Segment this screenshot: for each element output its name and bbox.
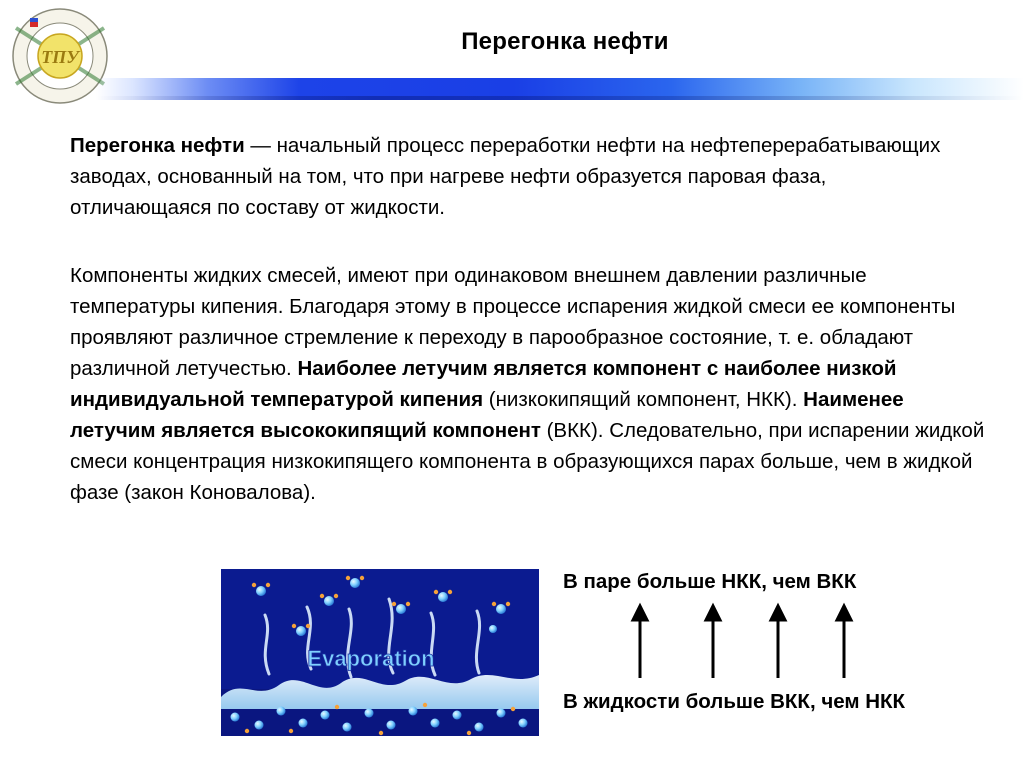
lkc-note: (низкокипящий компонент, НКК). (483, 388, 798, 411)
arrow-up-icon (837, 606, 851, 678)
least-volatile-statement: Наименее летучим является высококипящий компонент (70, 388, 904, 442)
arrow-up-icon (633, 606, 647, 678)
evaporation-illustration (221, 569, 539, 736)
vapor-caption: В паре больше НКК, чем ВКК (563, 570, 857, 593)
upward-arrows (620, 600, 880, 680)
volatility-paragraph (70, 260, 990, 508)
arrow-up-icon (706, 606, 720, 678)
definition-paragraph (70, 130, 960, 223)
liquid-caption: В жидкости больше ВКК, чем НКК (563, 690, 906, 713)
evaporation-label: Evaporation (307, 646, 435, 671)
slide-title: Перегонка нефти (461, 28, 669, 55)
volatility-intro-text: Компоненты жидких смесей, имеют при одинаковом внешнем давлении различные температуры кипения. Благодаря этому в процессе испарения жидкой смеси ее компоненты проявляют различное стремление к переходу в парообразное состояние, т. е. обладают различной летучестью. (70, 264, 956, 380)
definition-text: — начальный процесс переработки нефти на нефтеперерабатывающих заводах, основанный на том, что при нагреве нефти образуется паровая фаза, отличающаяся по составу от жидкости. (70, 134, 941, 219)
definition-term: Перегонка нефти (70, 134, 245, 157)
most-volatile-statement: Наиболее летучим является компонент с наиболее низкой индивидуальной температурой кипения (70, 357, 897, 411)
arrow-up-icon (771, 606, 785, 678)
konovalov-law-text: (ВКК). Следовательно, при испарении жидкой смеси концентрация низкокипящего компонента в образующихся парах больше, чем в жидкой фазе (закон Коновалова). (70, 419, 985, 504)
header-gradient-bar (96, 78, 1024, 100)
svg-text:ТПУ: ТПУ (41, 47, 79, 67)
